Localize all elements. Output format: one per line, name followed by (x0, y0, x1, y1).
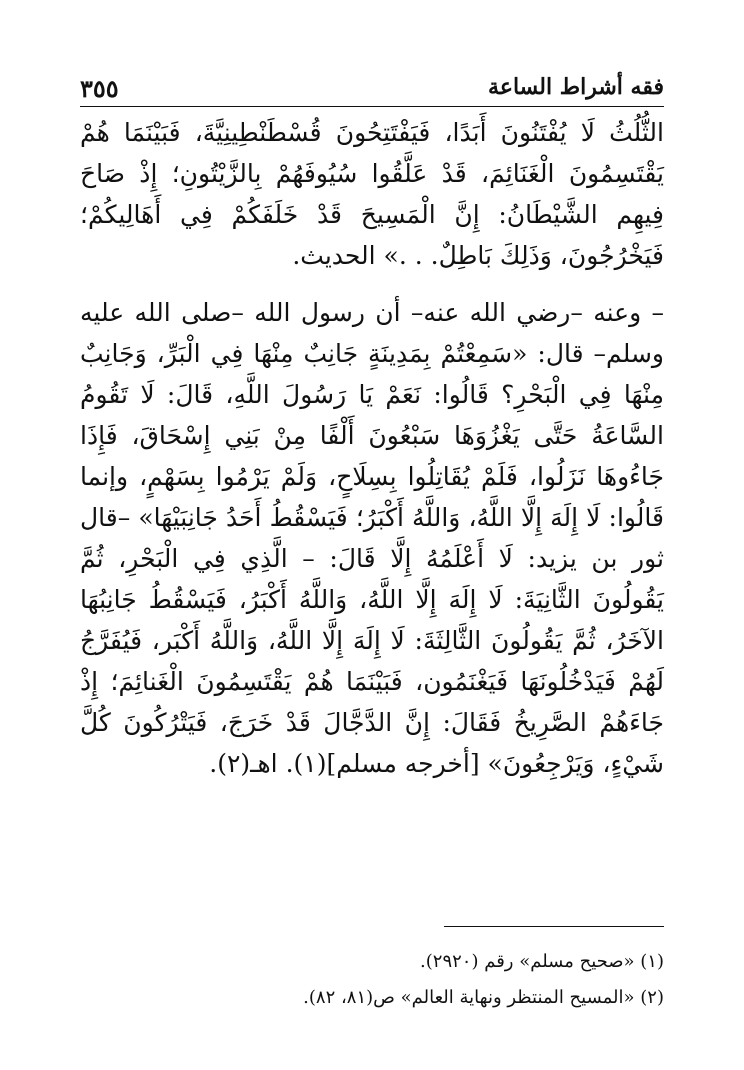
paragraph-hadith: – وعنه –رضي الله عنه– أن رسول الله –صلى الله عليه وسلم– قال: «سَمِعْتُمْ بِمَدِينَةٍ جَانِبٌ مِنْهَا فِي الْبَرِّ، وَجَانِبٌ مِنْهَا فِي الْبَحْرِ؟ قَالُوا: نَعَمْ يَا رَسُولَ اللَّهِ، قَالَ: لَا تَقُومُ السَّاعَةُ حَتَّى يَغْزُوَهَا سَبْعُونَ أَلْفًا مِنْ بَنِي إِسْحَاقَ، فَإِذَا جَاءُوهَا نَزَلُوا، فَلَمْ يُقَاتِلُوا بِسِلَاحٍ، وَلَمْ يَرْمُوا بِسَهْمٍ، وإنما قَالُوا: لَا إِلَهَ إِلَّا اللَّهُ، وَاللَّهُ أَكْبَرُ؛ فَيَسْقُطُ أَحَدُ جَانِبَيْهَا» –قال ثور بن يزيد: لَا أَعْلَمُهُ إِلَّا قَالَ: – الَّذِي فِي الْبَحْرِ، ثُمَّ يَقُولُونَ الثَّانِيَةَ: لَا إِلَهَ إِلَّا اللَّهُ، وَاللَّهُ أَكْبَرُ، فَيَسْقُطُ جَانِبُهَا الآخَرُ، ثُمَّ يَقُولُونَ الثَّالِثَةَ: لَا إِلَهَ إِلَّا اللَّهُ، وَاللَّهُ أَكْبَر، فَيُفَرَّجُ لَهُمْ فَيَدْخُلُونَهَا فَيَغْنَمُون، فَبَيْنَمَا هُمْ يَقْتَسِمُونَ الْغَنائِمَ؛ إِذْ جَاءَهُمْ الصَّرِيخُ فَقَالَ: إِنَّ الدَّجَّالَ قَدْ خَرَجَ، فَيَتْرُكُونَ كُلَّ شَيْءٍ، وَيَرْجِعُونَ» [أخرجه مسلم](١). اهـ(٢). (80, 298, 664, 778)
footnote-divider (444, 926, 664, 927)
page-header (80, 70, 664, 106)
main-text (80, 112, 664, 784)
running-title: فقه أشراط الساعة (488, 74, 664, 100)
footnote-1: (١) «صحيح مسلم» رقم (٢٩٢٠). (420, 951, 664, 972)
header-divider (80, 106, 664, 107)
footnote-2: (٢) «المسيح المنتظر ونهاية العالم» ص(٨١، ٨٢). (303, 987, 664, 1008)
paragraph-continuation: الثُّلُثُ لَا يُفْتَنُونَ أَبَدًا، فَيَفْتَتِحُونَ قُسْطَنْطِينِيَّةَ، فَبَيْنَمَا هُمْ يَقْتَسِمُونَ الْغَنَائِمَ، قَدْ عَلَّقُوا سُيُوفَهُمْ بِالزَّيْتُونِ؛ إِذْ صَاحَ فِيهِم الشَّيْطَانُ: إِنَّ الْمَسِيحَ قَدْ خَلَفَكُمْ فِي أَهَالِيكُمْ؛ فَيَخْرُجُونَ، وَذَلِكَ بَاطِلٌ. . .» الحديث. (80, 118, 664, 270)
footnotes (80, 944, 664, 1016)
page-number: ٣٥٥ (80, 74, 119, 103)
